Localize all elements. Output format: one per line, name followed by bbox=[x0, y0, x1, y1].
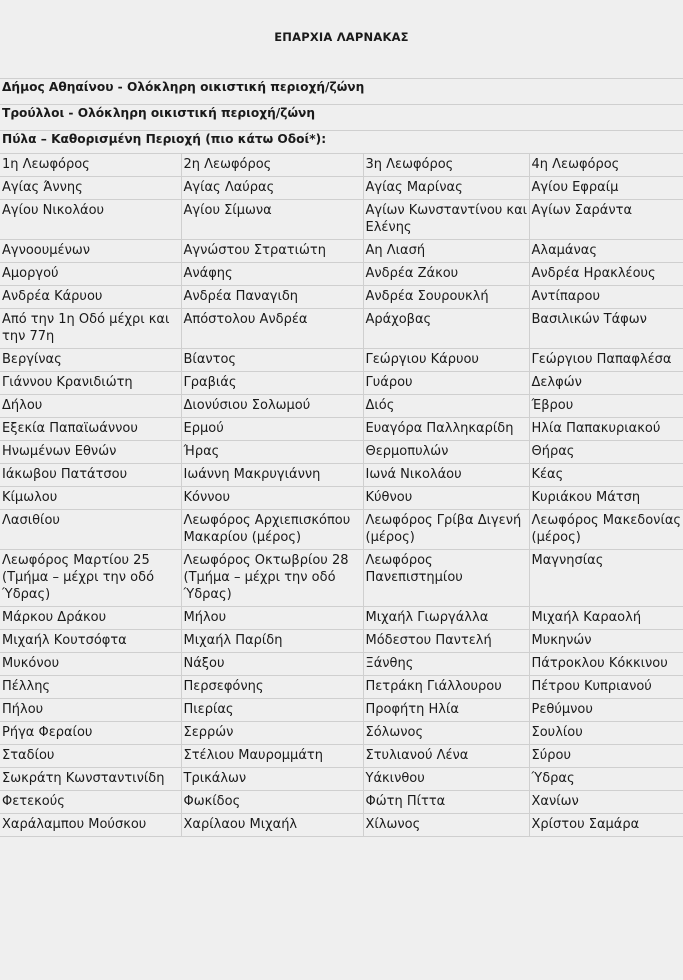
table-row bbox=[0, 550, 683, 607]
table-row bbox=[0, 487, 683, 510]
street-cell: Αγίας Μαρίνας bbox=[363, 177, 529, 200]
table-row bbox=[0, 286, 683, 309]
table-row bbox=[0, 464, 683, 487]
street-cell: Αγίων Σαράντα bbox=[529, 200, 683, 240]
street-cell: Χαρίλαου Μιχαήλ bbox=[181, 814, 363, 837]
street-cell: Χαράλαμπου Μούσκου bbox=[0, 814, 181, 837]
table-row bbox=[0, 154, 683, 177]
street-cell: Θήρας bbox=[529, 441, 683, 464]
section-pyla: Πύλα – Καθορισμένη Περιοχή (πιο κάτω Οδοί*): bbox=[0, 130, 683, 147]
street-cell: Μιχαήλ Γιωργάλλα bbox=[363, 607, 529, 630]
street-cell: Από την 1η Οδό μέχρι και την 77η bbox=[0, 309, 181, 349]
street-cell: Ηλία Παπακυριακού bbox=[529, 418, 683, 441]
street-cell: Φωκίδος bbox=[181, 791, 363, 814]
street-cell: Πάτροκλου Κόκκινου bbox=[529, 653, 683, 676]
street-cell: Ανδρέα Σουρουκλή bbox=[363, 286, 529, 309]
street-cell: Αγνώστου Στρατιώτη bbox=[181, 240, 363, 263]
table-row bbox=[0, 722, 683, 745]
table-row bbox=[0, 676, 683, 699]
street-cell: Λεωφόρος Γρίβα Διγενή (μέρος) bbox=[363, 510, 529, 550]
street-cell: Τρικάλων bbox=[181, 768, 363, 791]
street-cell: Εξεκία Παπαϊωάννου bbox=[0, 418, 181, 441]
table-row bbox=[0, 653, 683, 676]
street-cell: Ιωνά Νικολάου bbox=[363, 464, 529, 487]
street-cell: Ρεθύμνου bbox=[529, 699, 683, 722]
street-cell: Σωκράτη Κωνσταντινίδη bbox=[0, 768, 181, 791]
street-cell: Πετράκη Γιάλλουρου bbox=[363, 676, 529, 699]
street-cell: Χανίων bbox=[529, 791, 683, 814]
street-cell: Γιάννου Κρανιδιώτη bbox=[0, 372, 181, 395]
street-cell: Ύδρας bbox=[529, 768, 683, 791]
street-cell: Πιερίας bbox=[181, 699, 363, 722]
street-cell: Αγίων Κωνσταντίνου και Ελένης bbox=[363, 200, 529, 240]
table-row bbox=[0, 263, 683, 286]
street-cell: Διός bbox=[363, 395, 529, 418]
street-cell: Αγίου Εφραίμ bbox=[529, 177, 683, 200]
street-cell: 1η Λεωφόρος bbox=[0, 154, 181, 177]
table-row bbox=[0, 814, 683, 837]
table-row bbox=[0, 200, 683, 240]
street-cell: Κυριάκου Μάτση bbox=[529, 487, 683, 510]
street-cell: Ήρας bbox=[181, 441, 363, 464]
street-cell: Ρήγα Φεραίου bbox=[0, 722, 181, 745]
street-cell: Γεώργιου Παπαφλέσα bbox=[529, 349, 683, 372]
street-cell: Δήλου bbox=[0, 395, 181, 418]
street-cell: Απόστολου Ανδρέα bbox=[181, 309, 363, 349]
street-cell: Αγίου Νικολάου bbox=[0, 200, 181, 240]
street-cell: 4η Λεωφόρος bbox=[529, 154, 683, 177]
table-row bbox=[0, 349, 683, 372]
street-cell: Λασιθίου bbox=[0, 510, 181, 550]
street-cell: Μαγνησίας bbox=[529, 550, 683, 607]
street-cell: Γεώργιου Κάρυου bbox=[363, 349, 529, 372]
street-cell: Μιχαήλ Κουτσόφτα bbox=[0, 630, 181, 653]
street-cell: Διονύσιου Σολωμού bbox=[181, 395, 363, 418]
street-cell: Χρίστου Σαμάρα bbox=[529, 814, 683, 837]
street-cell: Μιχαήλ Παρίδη bbox=[181, 630, 363, 653]
street-cell: Αγίας Λαύρας bbox=[181, 177, 363, 200]
street-cell: Μυκόνου bbox=[0, 653, 181, 676]
table-row bbox=[0, 177, 683, 200]
street-cell: Αη Λιασή bbox=[363, 240, 529, 263]
street-cell: Ανδρέα Κάρυου bbox=[0, 286, 181, 309]
street-cell: Ιάκωβου Πατάτσου bbox=[0, 464, 181, 487]
street-cell: Λεωφόρος Αρχιεπισκόπου Μακαρίου (μέρος) bbox=[181, 510, 363, 550]
street-cell: Έβρου bbox=[529, 395, 683, 418]
table-row bbox=[0, 309, 683, 349]
street-cell: Μάρκου Δράκου bbox=[0, 607, 181, 630]
street-cell: Λεωφόρος Πανεπιστημίου bbox=[363, 550, 529, 607]
street-cell: 2η Λεωφόρος bbox=[181, 154, 363, 177]
street-cell: Νάξου bbox=[181, 653, 363, 676]
table-row bbox=[0, 630, 683, 653]
street-cell: Μυκηνών bbox=[529, 630, 683, 653]
street-cell: Αλαμάνας bbox=[529, 240, 683, 263]
street-cell: Φετεκούς bbox=[0, 791, 181, 814]
street-cell: Προφήτη Ηλία bbox=[363, 699, 529, 722]
street-cell: Λεωφόρος Μακεδονίας (μέρος) bbox=[529, 510, 683, 550]
street-cell: Λεωφόρος Μαρτίου 25 (Τμήμα – μέχρι την οδό Ύδρας) bbox=[0, 550, 181, 607]
section-athienou: Δήμος Αθηαίνου - Ολόκληρη οικιστική περιοχή/ζώνη bbox=[0, 78, 683, 95]
street-cell: Αμοργού bbox=[0, 263, 181, 286]
street-cell: Αντίπαρου bbox=[529, 286, 683, 309]
street-cell: Σερρών bbox=[181, 722, 363, 745]
street-cell: Βίαντος bbox=[181, 349, 363, 372]
street-cell: Αγίου Σίμωνα bbox=[181, 200, 363, 240]
street-cell: Ανδρέα Ηρακλέους bbox=[529, 263, 683, 286]
street-cell: Αγνοουμένων bbox=[0, 240, 181, 263]
street-cell: Κέας bbox=[529, 464, 683, 487]
street-cell: Χίλωνος bbox=[363, 814, 529, 837]
street-cell: Πέλλης bbox=[0, 676, 181, 699]
street-cell: Αγίας Άννης bbox=[0, 177, 181, 200]
table-row bbox=[0, 768, 683, 791]
table-row bbox=[0, 791, 683, 814]
street-cell: Περσεφόνης bbox=[181, 676, 363, 699]
street-cell: Λεωφόρος Οκτωβρίου 28 (Τμήμα – μέχρι την οδό Ύδρας) bbox=[181, 550, 363, 607]
street-cell: 3η Λεωφόρος bbox=[363, 154, 529, 177]
table-row bbox=[0, 240, 683, 263]
table-row bbox=[0, 745, 683, 768]
street-cell: Πέτρου Κυπριανού bbox=[529, 676, 683, 699]
table-row bbox=[0, 395, 683, 418]
street-cell: Σταδίου bbox=[0, 745, 181, 768]
street-cell: Βασιλικών Τάφων bbox=[529, 309, 683, 349]
table-row bbox=[0, 699, 683, 722]
street-cell: Δελφών bbox=[529, 372, 683, 395]
table-row bbox=[0, 418, 683, 441]
street-cell: Κύθνου bbox=[363, 487, 529, 510]
street-cell: Σουλίου bbox=[529, 722, 683, 745]
table-row bbox=[0, 441, 683, 464]
street-cell: Κίμωλου bbox=[0, 487, 181, 510]
street-cell: Στέλιου Μαυρομμάτη bbox=[181, 745, 363, 768]
street-cell: Μιχαήλ Καραολή bbox=[529, 607, 683, 630]
street-cell: Γυάρου bbox=[363, 372, 529, 395]
street-cell: Ερμού bbox=[181, 418, 363, 441]
street-cell: Ιωάννη Μακρυγιάννη bbox=[181, 464, 363, 487]
street-cell: Κόννου bbox=[181, 487, 363, 510]
street-cell: Βεργίνας bbox=[0, 349, 181, 372]
table-row bbox=[0, 510, 683, 550]
street-cell: Ανάφης bbox=[181, 263, 363, 286]
street-cell: Σόλωνος bbox=[363, 722, 529, 745]
street-cell: Φώτη Πίττα bbox=[363, 791, 529, 814]
street-cell: Ευαγόρα Παλληκαρίδη bbox=[363, 418, 529, 441]
section-troulloi: Τρούλλοι - Ολόκληρη οικιστική περιοχή/ζώνη bbox=[0, 104, 683, 121]
street-cell: Ηνωμένων Εθνών bbox=[0, 441, 181, 464]
street-cell: Ανδρέα Ζάκου bbox=[363, 263, 529, 286]
table-row bbox=[0, 607, 683, 630]
street-cell: Ξάνθης bbox=[363, 653, 529, 676]
street-cell: Ανδρέα Παναγιδη bbox=[181, 286, 363, 309]
street-cell: Αράχοβας bbox=[363, 309, 529, 349]
table-row bbox=[0, 372, 683, 395]
street-cell: Μόδεστου Παντελή bbox=[363, 630, 529, 653]
street-cell: Στυλιανού Λένα bbox=[363, 745, 529, 768]
page-title: ΕΠΑΡΧΙΑ ΛΑΡΝΑΚΑΣ bbox=[274, 30, 409, 44]
street-cell: Μήλου bbox=[181, 607, 363, 630]
street-cell: Θερμοπυλών bbox=[363, 441, 529, 464]
street-cell: Γραβιάς bbox=[181, 372, 363, 395]
street-cell: Υάκινθου bbox=[363, 768, 529, 791]
streets-table bbox=[0, 153, 683, 837]
street-cell: Σύρου bbox=[529, 745, 683, 768]
street-cell: Πήλου bbox=[0, 699, 181, 722]
